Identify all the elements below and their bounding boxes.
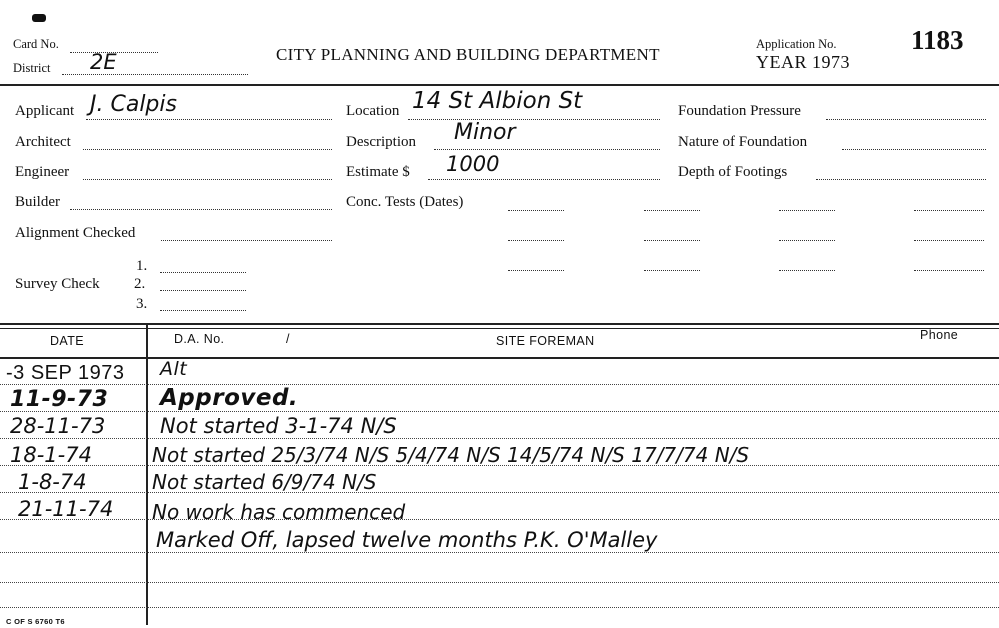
alignment-label: Alignment Checked: [15, 225, 136, 241]
log-text-1: Approved.: [160, 385, 299, 411]
applicant-label: Applicant: [15, 103, 75, 119]
form-code: C OF S 6760 T6: [6, 617, 65, 626]
estimate-label: Estimate $: [346, 164, 410, 180]
survey-num-3: 3.: [136, 296, 148, 312]
log-header-slash: /: [286, 332, 290, 346]
depth-footings-line: [816, 179, 986, 180]
card-no-label: Card No.: [13, 37, 59, 51]
survey-line-3: [160, 310, 246, 311]
location-label: Location: [346, 103, 400, 119]
estimate-value: 1000: [446, 152, 500, 176]
log-header-da-no: D.A. No.: [174, 332, 225, 346]
location-value: 14 St Albion St: [412, 88, 583, 114]
district-line: [62, 74, 248, 75]
log-text-5: No work has commenced: [152, 500, 406, 524]
ink-mark: [32, 14, 46, 22]
log-line: [0, 582, 999, 583]
alignment-line: [161, 240, 332, 241]
survey-num-2: 2.: [134, 276, 146, 292]
log-date-1: 11-9-73: [10, 387, 109, 412]
nature-foundation-label: Nature of Foundation: [678, 134, 808, 150]
foundation-pressure-label: Foundation Pressure: [678, 103, 801, 119]
depth-footings-label: Depth of Footings: [678, 164, 788, 180]
engineer-line: [83, 179, 332, 180]
application-number: 1183: [911, 25, 964, 55]
nature-foundation-line: [842, 149, 986, 150]
log-line: [0, 411, 999, 412]
foundation-pressure-line: [826, 119, 986, 120]
log-line: [0, 384, 999, 385]
description-line: [434, 149, 660, 150]
survey-line-2: [160, 290, 246, 291]
estimate-line: [428, 179, 660, 180]
log-header-phone: Phone: [920, 328, 959, 342]
log-text-3: Not started 25/3/74 N/S 5/4/74 N/S 14/5/74 N/S 17/7/74 N/S: [152, 443, 750, 467]
applicant-value: J. Calpis: [90, 92, 177, 117]
builder-label: Builder: [15, 194, 60, 210]
survey-line-1: [160, 272, 246, 273]
log-line: [0, 552, 999, 553]
log-date-3: 18-1-74: [10, 443, 92, 467]
architect-line: [83, 149, 332, 150]
log-text-0: Alt: [160, 358, 188, 380]
log-top-rule-inner: [0, 328, 999, 329]
log-text-4: Not started 6/9/74 N/S: [152, 470, 377, 494]
conc-test-line: [779, 210, 835, 211]
log-date-4: 1-8-74: [18, 470, 87, 494]
conc-test-line: [508, 240, 564, 241]
log-text-2: Not started 3-1-74 N/S: [160, 414, 397, 438]
conc-test-line: [644, 210, 700, 211]
district-label: District: [13, 61, 51, 75]
log-line: [0, 519, 999, 520]
log-header-date: DATE: [50, 334, 85, 348]
builder-line: [70, 209, 332, 210]
log-date-0: -3 SEP 1973: [6, 362, 125, 384]
conc-tests-label: Conc. Tests (Dates): [346, 194, 464, 210]
conc-test-line: [914, 210, 984, 211]
log-line: [0, 438, 999, 439]
description-label: Description: [346, 134, 416, 150]
department-title: CITY PLANNING AND BUILDING DEPARTMENT: [276, 45, 660, 64]
engineer-label: Engineer: [15, 164, 70, 180]
conc-test-line: [644, 240, 700, 241]
application-no-label: Application No.: [756, 37, 837, 51]
conc-test-line: [779, 270, 835, 271]
log-text-6: Marked Off, lapsed twelve months P.K. O'Malley: [156, 528, 658, 552]
survey-label: Survey Check: [15, 276, 100, 292]
applicant-line: [86, 119, 332, 120]
conc-test-line: [914, 270, 984, 271]
conc-test-line: [508, 270, 564, 271]
conc-test-line: [779, 240, 835, 241]
district-value: 2E: [90, 50, 117, 74]
year-label: YEAR 1973: [756, 52, 850, 72]
log-column-divider: [146, 325, 148, 625]
log-header-site-foreman: SITE FOREMAN: [496, 334, 595, 348]
conc-test-line: [914, 240, 984, 241]
log-top-rule: [0, 323, 999, 325]
header-rule: [0, 84, 999, 86]
description-value: Minor: [454, 120, 516, 145]
location-line: [408, 119, 660, 120]
log-date-5: 21-11-74: [18, 497, 114, 521]
conc-test-line: [644, 270, 700, 271]
conc-test-line: [508, 210, 564, 211]
log-line: [0, 607, 999, 608]
log-header-bottom-rule: [0, 357, 999, 359]
survey-num-1: 1.: [136, 258, 148, 274]
log-line: [0, 492, 999, 493]
architect-label: Architect: [15, 134, 71, 150]
log-date-2: 28-11-73: [10, 414, 106, 438]
